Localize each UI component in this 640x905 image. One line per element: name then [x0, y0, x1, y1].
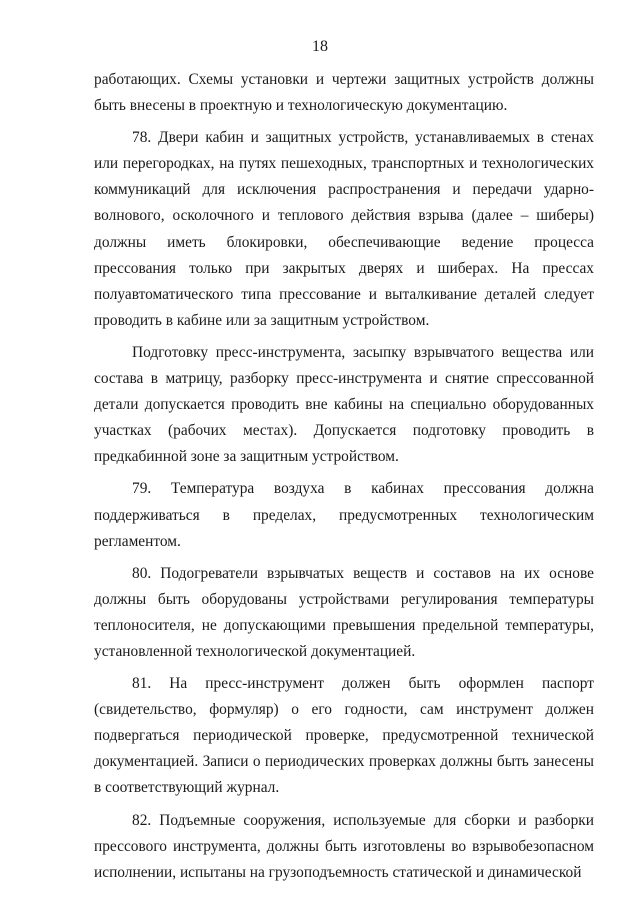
paragraph-80: 80. Подогреватели взрывчатых веществ и составов на их основе должны быть оборудованы устройствами регулирования температуры теплоносителя, не допускающими превышения предельной температуры, установленной технологической документацией.: [94, 564, 594, 660]
paragraph-78-continued: Подготовку пресс-инструмента, засыпку взрывчатого вещества или состава в матрицу, разборку пресс-инструмента и снятие спрессованной детали допускается проводить вне кабины на специально оборудованных участках (рабочих местах). Допускается подготовку проводить в предкабинной зоне за защитным устройством.: [94, 343, 594, 466]
paragraph-81: 81. На пресс-инструмент должен быть оформлен паспорт (свидетельство, формуляр) о его годности, сам инструмент должен подвергаться периодической проверке, предусмотренной технической документацией. Записи о периодических проверках должны быть занесены в соответствующий журнал.: [94, 675, 594, 797]
paragraph-79: 79. Температура воздуха в кабинах прессования должна поддерживаться в пределах, предусмотренных технологическим регламентом.: [94, 480, 594, 550]
paragraph-82: 82. Подъемные сооружения, используемые для сборки и разборки прессового инструмента, должны быть изготовлены во взрывобезопасном исполнении, испытаны на грузоподъемность статической и динамической: [94, 811, 594, 881]
paragraph-78: 78. Двери кабин и защитных устройств, устанавливаемых в стенах или перегородках, на путях пешеходных, транспортных и технологических коммуникаций для исключения распространения и передачи ударно-волнового, осколочного и теплового действия взрыва (далее – шиберы) должны иметь блокировки, обеспечивающие ведение процесса прессования только при закрытых дверях и шиберах. На прессах полуавтоматического типа прессование и выталкивание деталей следует проводить в кабине или за защитным устройством.: [94, 129, 594, 329]
document-body: [94, 67, 594, 886]
page-number: 18: [312, 38, 328, 55]
paragraph-continuation: работающих. Схемы установки и чертежи защитных устройств должны быть внесены в проектную и технологическую документацию.: [94, 71, 594, 115]
